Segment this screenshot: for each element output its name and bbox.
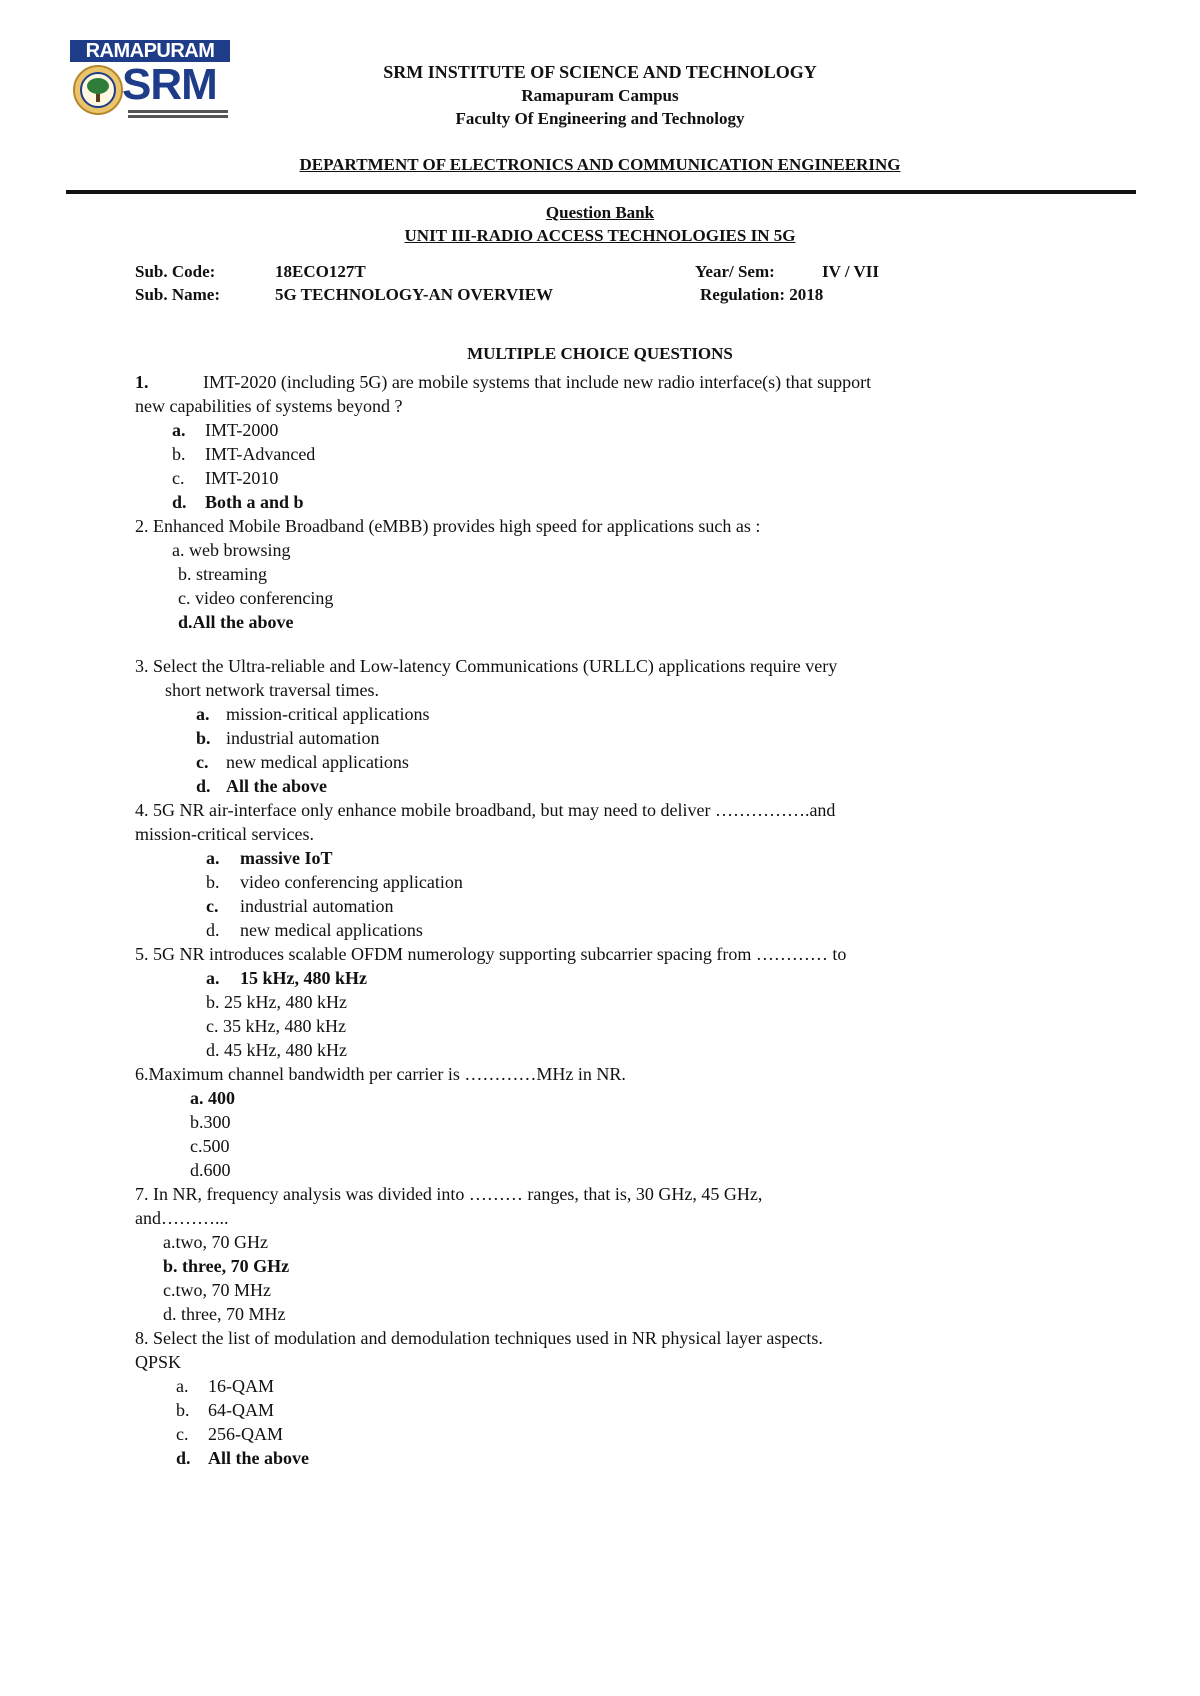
campus-name: Ramapuram Campus bbox=[521, 86, 679, 105]
q8-option-b-text: 64-QAM bbox=[208, 1400, 274, 1420]
q3-option-c-text: new medical applications bbox=[226, 752, 409, 772]
q3-option-a-label: a. bbox=[196, 704, 210, 724]
q1-option-b-label: b. bbox=[172, 444, 186, 464]
q4-text-line2: mission-critical services. bbox=[135, 824, 314, 844]
q2-option-d: d.All the above bbox=[178, 612, 294, 632]
q3-option-b-label: b. bbox=[196, 728, 211, 748]
year-sem-label: Year/ Sem: bbox=[695, 262, 775, 281]
q4-option-d-label: d. bbox=[206, 920, 220, 940]
q4-option-d-text: new medical applications bbox=[240, 920, 423, 940]
q1-number: 1. bbox=[135, 372, 149, 392]
q8-option-b-label: b. bbox=[176, 1400, 190, 1420]
q3-option-a-text: mission-critical applications bbox=[226, 704, 430, 724]
q6-option-b: b.300 bbox=[190, 1112, 231, 1132]
q4-option-c-label: c. bbox=[206, 896, 219, 916]
q8-option-a-text: 16-QAM bbox=[208, 1376, 274, 1396]
q5-option-c: c. 35 kHz, 480 kHz bbox=[206, 1016, 346, 1036]
section-title: MULTIPLE CHOICE QUESTIONS bbox=[467, 344, 733, 363]
q1-option-b-text: IMT-Advanced bbox=[205, 444, 316, 464]
q8-option-a-label: a. bbox=[176, 1376, 189, 1396]
q8-option-c-label: c. bbox=[176, 1424, 189, 1444]
q5-option-b: b. 25 kHz, 480 kHz bbox=[206, 992, 347, 1012]
q5-option-a-text: 15 kHz, 480 kHz bbox=[240, 968, 368, 988]
q8-option-c-text: 256-QAM bbox=[208, 1424, 283, 1444]
q5-option-a-label: a. bbox=[206, 968, 220, 988]
q7-text-line1: 7. In NR, frequency analysis was divided into ……… ranges, that is, 30 GHz, 45 GHz, bbox=[135, 1184, 763, 1204]
q1-text-line1: IMT-2020 (including 5G) are mobile systems that include new radio interface(s) that support bbox=[203, 372, 872, 392]
q8-option-d-label: d. bbox=[176, 1448, 191, 1468]
q8-text-line1: 8. Select the list of modulation and demodulation techniques used in NR physical layer aspects. bbox=[135, 1328, 823, 1348]
q6-text: 6.Maximum channel bandwidth per carrier is …………MHz in NR. bbox=[135, 1064, 626, 1084]
year-sem-value: IV / VII bbox=[822, 262, 880, 281]
faculty-name: Faculty Of Engineering and Technology bbox=[455, 109, 745, 128]
q7-option-c: c.two, 70 MHz bbox=[163, 1280, 271, 1300]
q1-option-a-text: IMT-2000 bbox=[205, 420, 279, 440]
q1-option-c-label: c. bbox=[172, 468, 185, 488]
q6-option-c: c.500 bbox=[190, 1136, 230, 1156]
q1-option-d-text: Both a and b bbox=[205, 492, 304, 512]
document-type: Question Bank bbox=[545, 203, 655, 222]
q7-text-line2: and………... bbox=[135, 1208, 229, 1228]
q2-text: 2. Enhanced Mobile Broadband (eMBB) provides high speed for applications such as : bbox=[135, 516, 761, 536]
q7-option-d: d. three, 70 MHz bbox=[163, 1304, 286, 1324]
q4-option-b-label: b. bbox=[206, 872, 220, 892]
q5-text: 5. 5G NR introduces scalable OFDM numerology supporting subcarrier spacing from ………… to bbox=[135, 944, 847, 964]
q4-text-line1: 4. 5G NR air-interface only enhance mobile broadband, but may need to deliver …………….and bbox=[135, 800, 836, 820]
q1-option-c-text: IMT-2010 bbox=[205, 468, 279, 488]
q1-option-a-label: a. bbox=[172, 420, 186, 440]
q4-option-c-text: industrial automation bbox=[240, 896, 394, 916]
institute-name: SRM INSTITUTE OF SCIENCE AND TECHNOLOGY bbox=[383, 62, 817, 82]
sub-name-label: Sub. Name: bbox=[135, 285, 221, 304]
department-name: DEPARTMENT OF ELECTRONICS AND COMMUNICATION ENGINEERING bbox=[299, 155, 901, 174]
q3-option-c-label: c. bbox=[196, 752, 209, 772]
q7-option-a: a.two, 70 GHz bbox=[163, 1232, 268, 1252]
q4-option-a-text: massive IoT bbox=[240, 848, 333, 868]
q1-option-d-label: d. bbox=[172, 492, 187, 512]
q3-option-b-text: industrial automation bbox=[226, 728, 380, 748]
q2-option-a: a. web browsing bbox=[172, 540, 291, 560]
q8-option-d-text: All the above bbox=[208, 1448, 309, 1468]
q3-option-d-label: d. bbox=[196, 776, 211, 796]
q2-option-b: b. streaming bbox=[178, 564, 267, 584]
q5-option-d: d. 45 kHz, 480 kHz bbox=[206, 1040, 347, 1060]
q2-option-c: c. video conferencing bbox=[178, 588, 334, 608]
regulation: Regulation: 2018 bbox=[700, 285, 824, 304]
q6-option-a: a. 400 bbox=[190, 1088, 235, 1108]
q6-option-d: d.600 bbox=[190, 1160, 231, 1180]
sub-code-value: 18ECO127T bbox=[275, 262, 366, 281]
q4-option-a-label: a. bbox=[206, 848, 220, 868]
q3-option-d-text: All the above bbox=[226, 776, 327, 796]
q1-text-line2: new capabilities of systems beyond ? bbox=[135, 396, 403, 416]
q4-option-b-text: video conferencing application bbox=[240, 872, 463, 892]
header-divider bbox=[66, 190, 1136, 194]
sub-code-label: Sub. Code: bbox=[135, 262, 216, 281]
sub-name-value: 5G TECHNOLOGY-AN OVERVIEW bbox=[275, 285, 554, 304]
q3-text-line2: short network traversal times. bbox=[165, 680, 379, 700]
q3-text-line1: 3. Select the Ultra-reliable and Low-latency Communications (URLLC) applications require very bbox=[135, 656, 838, 676]
logo-banner: RAMAPURAM bbox=[70, 40, 230, 62]
q8-text-line2: QPSK bbox=[135, 1352, 182, 1372]
unit-title: UNIT III-RADIO ACCESS TECHNOLOGIES IN 5G bbox=[404, 226, 796, 245]
logo-mark: SRM bbox=[122, 60, 217, 109]
q7-option-b: b. three, 70 GHz bbox=[163, 1256, 290, 1276]
